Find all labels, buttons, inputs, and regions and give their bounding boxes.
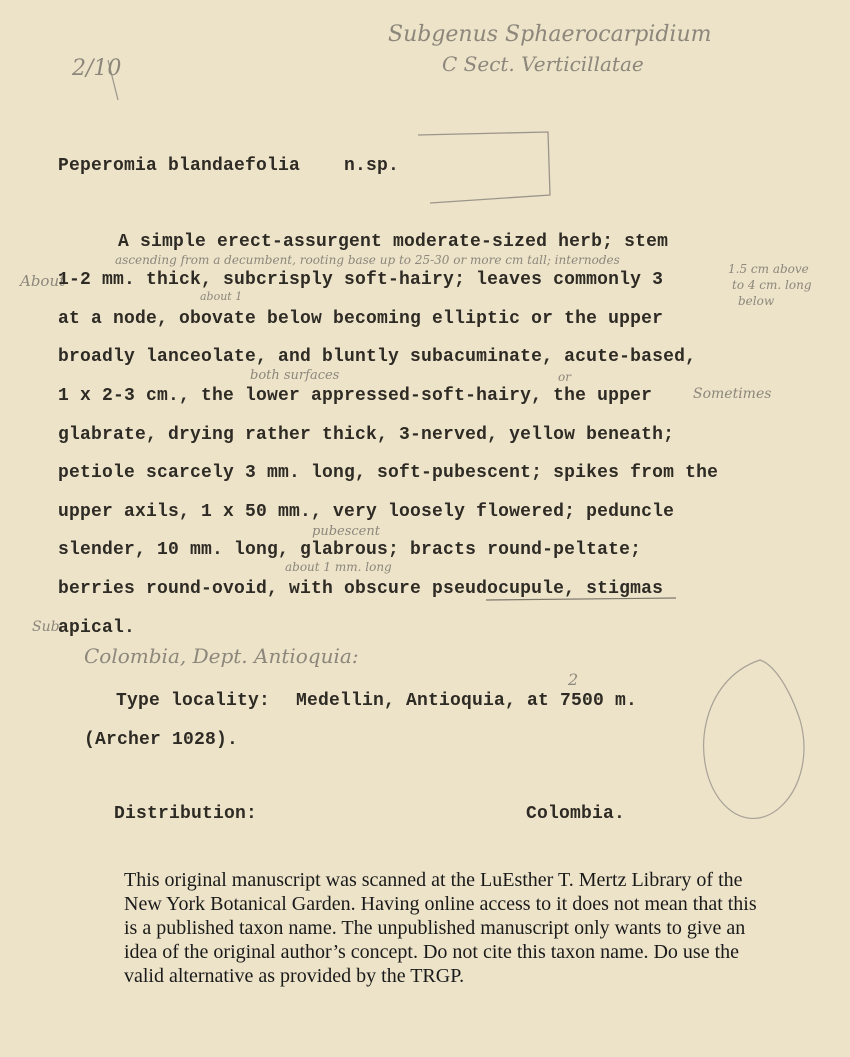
species-status: n.sp. [344,156,400,176]
internode-annotation-3: below [738,294,775,308]
description-line: A simple erect-assurgent moderate-sized herb; stem [118,232,669,252]
sub-annotation: Sub [32,619,60,635]
distribution-value: Colombia. [526,804,626,824]
description-line: upper axils, 1 x 50 mm., very loosely flowered; peduncle [58,502,675,522]
distribution-label: Distribution: [114,804,258,824]
section-annotation: C Sect. Verticillatae [442,52,644,76]
description-line: broadly lanceolate, and bluntly subacuminate, acute-based, [58,347,697,367]
type-locality-label: Type locality: [116,691,271,711]
pubescent-annotation: pubescent [312,524,380,539]
altitude-annotation: 2 [568,670,579,689]
type-locality-value: Medellin, Antioquia, at 7500 m. [296,691,638,711]
stem-annotation: ascending from a decumbent, rooting base up to 25-30 or more cm tall; internodes [115,253,620,267]
leaf-sketch [704,660,804,818]
description-line: petiole scarcely 3 mm. long, soft-pubescent; spikes from the [58,463,719,483]
description-line: 1-2 mm. thick, subcrisply soft-hairy; leaves commonly 3 [58,270,664,290]
species-name: Peperomia blandaefolia [58,156,301,176]
internode-annotation-2: to 4 cm. long [732,278,812,292]
about-annotation: About [20,272,66,290]
subgenus-annotation: Subgenus Sphaerocarpidium [388,22,712,47]
description-line: at a node, obovate below becoming elliptic or the upper [58,309,664,329]
sometimes-annotation: Sometimes [693,386,772,402]
description-line: slender, 10 mm. long, glabrous; bracts round-peltate; [58,540,642,560]
bracket-mark [418,132,550,203]
internode-annotation-1: 1.5 cm above [728,262,809,276]
description-line: berries round-ovoid, with obscure pseudocupule, stigmas [58,579,664,599]
corner-annotation: 2/10 [72,56,122,81]
description-line: glabrate, drying rather thick, 3-nerved, yellow beneath; [58,425,675,445]
description-line: 1 x 2-3 cm., the lower appressed-soft-hairy, the upper [58,386,653,406]
library-disclaimer: This original manuscript was scanned at the LuEsther T. Mertz Library of the New York Botanical Garden. Having online access to it does not mean that this is a published taxon name. The unpublished manuscript only wants to give an idea of the original author’s concept. Do not cite this taxon name. Do use the valid alternative as provided by the TRGP. [124,869,757,987]
locality-annotation: Colombia, Dept. Antioquia: [84,644,359,668]
collector-number: (Archer 1028). [84,730,239,750]
about-below-annotation: about 1 [200,290,243,303]
both-surfaces-annotation: both surfaces [250,368,340,383]
or-annotation: or [558,370,571,384]
description-line: apical. [58,618,136,638]
bract-annotation: about 1 mm. long [285,560,392,574]
